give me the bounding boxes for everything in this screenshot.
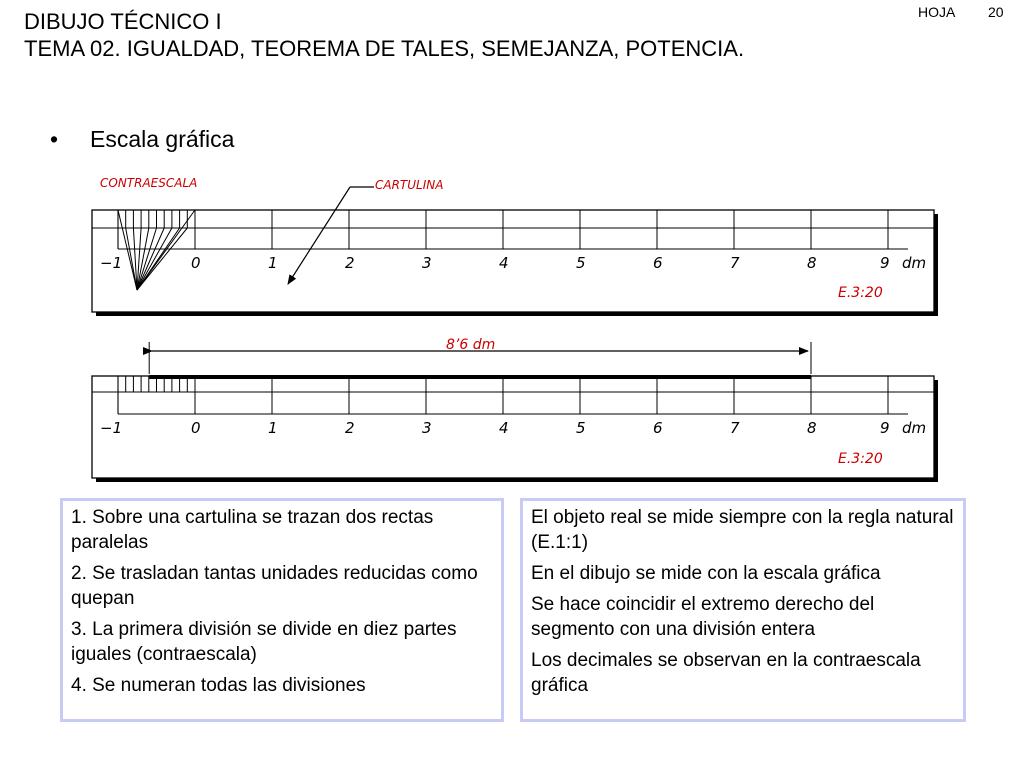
scale-number: 9	[880, 419, 890, 437]
scale-number: 0	[191, 254, 201, 272]
note-item: El objeto real se mide siempre con la regla natural (E.1:1)	[531, 507, 954, 553]
scale-number: −1	[100, 419, 123, 437]
dimension-label: 8’6 dm	[446, 337, 496, 353]
ruler-bottom	[92, 376, 938, 482]
scale-number: 5	[576, 254, 586, 272]
course-title: DIBUJO TÉCNICO I	[24, 9, 222, 34]
scale-number: 7	[730, 419, 740, 437]
note-item: Se hace coincidir el extremo derecho del segmento con una división entera	[531, 594, 875, 640]
scale-number: 4	[499, 419, 509, 437]
step-item: 2. Se trasladan tantas unidades reducidas como quepan	[71, 563, 478, 609]
note-item: Los decimales se observan en la contraescala gráfica	[531, 650, 921, 696]
step-item: 4. Se numeran todas las divisiones	[71, 675, 366, 696]
scale-number: 6	[653, 254, 663, 272]
scale-number: 3	[422, 254, 432, 272]
scale-number: −1	[100, 254, 123, 272]
bullet-dot: •	[50, 126, 59, 152]
scale-number: 1	[268, 419, 278, 437]
cartulina-label: CARTULINA	[375, 178, 444, 192]
steps-box	[60, 498, 504, 722]
scale-number: 0	[191, 419, 201, 437]
scale-ratio-label: E.3:20	[838, 285, 883, 301]
dimension-line	[149, 337, 811, 374]
notes-box	[520, 498, 966, 722]
scale-number: 9	[880, 254, 890, 272]
scale-number: 4	[499, 254, 509, 272]
scale-number: 8	[807, 254, 817, 272]
contraescala-label: CONTRAESCALA	[100, 176, 198, 190]
scale-number: 8	[807, 419, 817, 437]
scale-number: 2	[345, 419, 355, 437]
note-item: En el dibujo se mide con la escala gráfica	[531, 563, 881, 584]
sheet-label: HOJA	[918, 4, 956, 20]
sheet-number: 20	[988, 4, 1004, 20]
unit-label: dm	[902, 419, 927, 437]
scale-number: 3	[422, 419, 432, 437]
bullet-text: Escala gráfica	[90, 126, 235, 152]
scale-number: 6	[653, 419, 663, 437]
scale-number: 7	[730, 254, 740, 272]
scale-number: 2	[345, 254, 355, 272]
step-item: 3. La primera división se divide en diez partes iguales (contraescala)	[71, 619, 457, 665]
step-item: 1. Sobre una cartulina se trazan dos rectas paralelas	[71, 507, 434, 553]
topic-title: TEMA 02. IGUALDAD, TEOREMA DE TALES, SEMEJANZA, POTENCIA.	[24, 36, 745, 61]
unit-label: dm	[902, 254, 927, 272]
ruler-top	[92, 187, 938, 316]
scale-number: 5	[576, 419, 586, 437]
scale-ratio-label: E.3:20	[838, 451, 883, 467]
scale-number: 1	[268, 254, 278, 272]
